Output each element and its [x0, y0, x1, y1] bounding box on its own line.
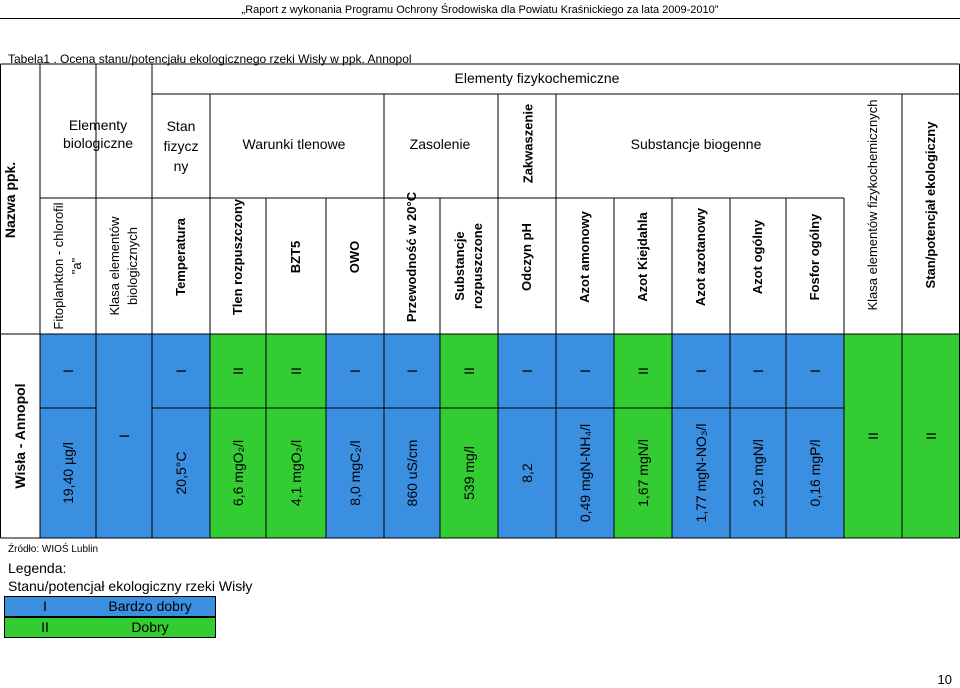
class-label: I: [116, 434, 132, 438]
header-warunki-tlenowe: Warunki tlenowe: [242, 136, 346, 152]
value-label: 1,67 mgN/l: [635, 439, 651, 507]
header-elementy-biologiczne: Elementy biologiczne: [62, 117, 134, 151]
header-rule: [0, 18, 960, 19]
header-substancje-biogenne: Substancje biogenne: [630, 136, 762, 152]
legend-label: Bardzo dobry: [108, 598, 192, 614]
legend-item: [4, 617, 216, 638]
column-header: OWO: [347, 240, 362, 274]
class-label: II: [635, 367, 651, 375]
column-header: Azot Kiejdahla: [635, 212, 650, 302]
legend-code: II: [41, 619, 49, 635]
running-header: „Raport z wykonania Programu Ochrony Środowiska dla Powiatu Kraśnickiego za lata 2009-2010”: [241, 4, 719, 16]
value-label: 8,2: [519, 463, 535, 483]
class-label: I: [519, 369, 535, 373]
row-name: Wisła - Annopol: [12, 383, 28, 489]
value-label: 8,0 mgC₂/l: [347, 440, 363, 506]
value-label: 0,16 mgP/l: [807, 439, 823, 507]
column-header: Tlen rozpuszczony: [230, 198, 245, 316]
column-header: Substancje rozpuszczone: [452, 223, 485, 309]
class-label: I: [750, 369, 766, 373]
value-label: 539 mg/l: [461, 446, 477, 500]
header-zakwaszenie: Zakwaszenie: [520, 103, 536, 184]
column-header: Temperatura: [173, 218, 188, 296]
table-caption: Tabela1 . Ocena stanu/potencjału ekologicznego rzeki Wisły w ppk. Annopol: [8, 52, 412, 66]
class-label: II: [230, 367, 246, 375]
header-zasolenie: Zasolenie: [409, 136, 471, 152]
legend-item: [4, 596, 216, 617]
class-label: I: [173, 369, 189, 373]
class-label: I: [60, 369, 76, 373]
class-label: I: [807, 369, 823, 373]
class-label: II: [288, 367, 304, 375]
column-header: Stan/potencjał ekologiczny: [923, 121, 938, 289]
legend-label: Dobry: [131, 619, 169, 635]
value-label: 19,40 µg/l: [60, 442, 76, 504]
value-label: 0,49 mgN-NH₄/l: [577, 423, 593, 523]
class-label: II: [865, 432, 881, 440]
column-header: Klasa elementów biologicznych: [107, 216, 140, 316]
value-label: 2,92 mgN/l: [750, 439, 766, 507]
column-header: Przewodność w 20°C: [404, 191, 419, 323]
column-header: Fosfor ogólny: [807, 213, 822, 301]
page-number: 10: [937, 672, 952, 687]
header-nazwa-ppk: Nazwa ppk.: [2, 161, 18, 239]
header-stan-fizyczny: Stan fizycz ny: [163, 118, 199, 174]
class-label: I: [693, 369, 709, 373]
column-header: Klasa elementów fizykochemicznych: [865, 99, 880, 311]
class-label: I: [404, 369, 420, 373]
column-header: Azot amonowy: [577, 211, 592, 303]
column-header: Fitoplankton - chlorofil "a": [51, 202, 84, 330]
value-label: 1,77 mgN-NO₃/l: [693, 423, 709, 523]
value-label: 4,1 mgO₂/l: [288, 439, 304, 507]
column-header: Odczyn pH: [519, 223, 534, 291]
column-header: Azot azotanowy: [693, 207, 708, 307]
value-label: 20,5°C: [173, 451, 189, 495]
header-elementy-fizykochemiczne: Elementy fizykochemiczne: [454, 70, 620, 86]
value-label: 6,6 mgO₂/l: [230, 439, 246, 507]
class-label: II: [923, 432, 939, 440]
value-label: 860 uS/cm: [404, 439, 420, 507]
legend-subtitle: Stanu/potencjał ekologiczny rzeki Wisły: [8, 578, 253, 594]
source-note: Źródło: WIOŚ Lublin: [8, 544, 99, 555]
class-label: I: [347, 369, 363, 373]
column-header: Azot ogólny: [750, 219, 765, 295]
column-header: BZT5: [288, 240, 303, 274]
class-label: II: [461, 367, 477, 375]
legend-code: I: [43, 598, 47, 614]
class-label: I: [577, 369, 593, 373]
legend-title: Legenda:: [8, 560, 67, 576]
